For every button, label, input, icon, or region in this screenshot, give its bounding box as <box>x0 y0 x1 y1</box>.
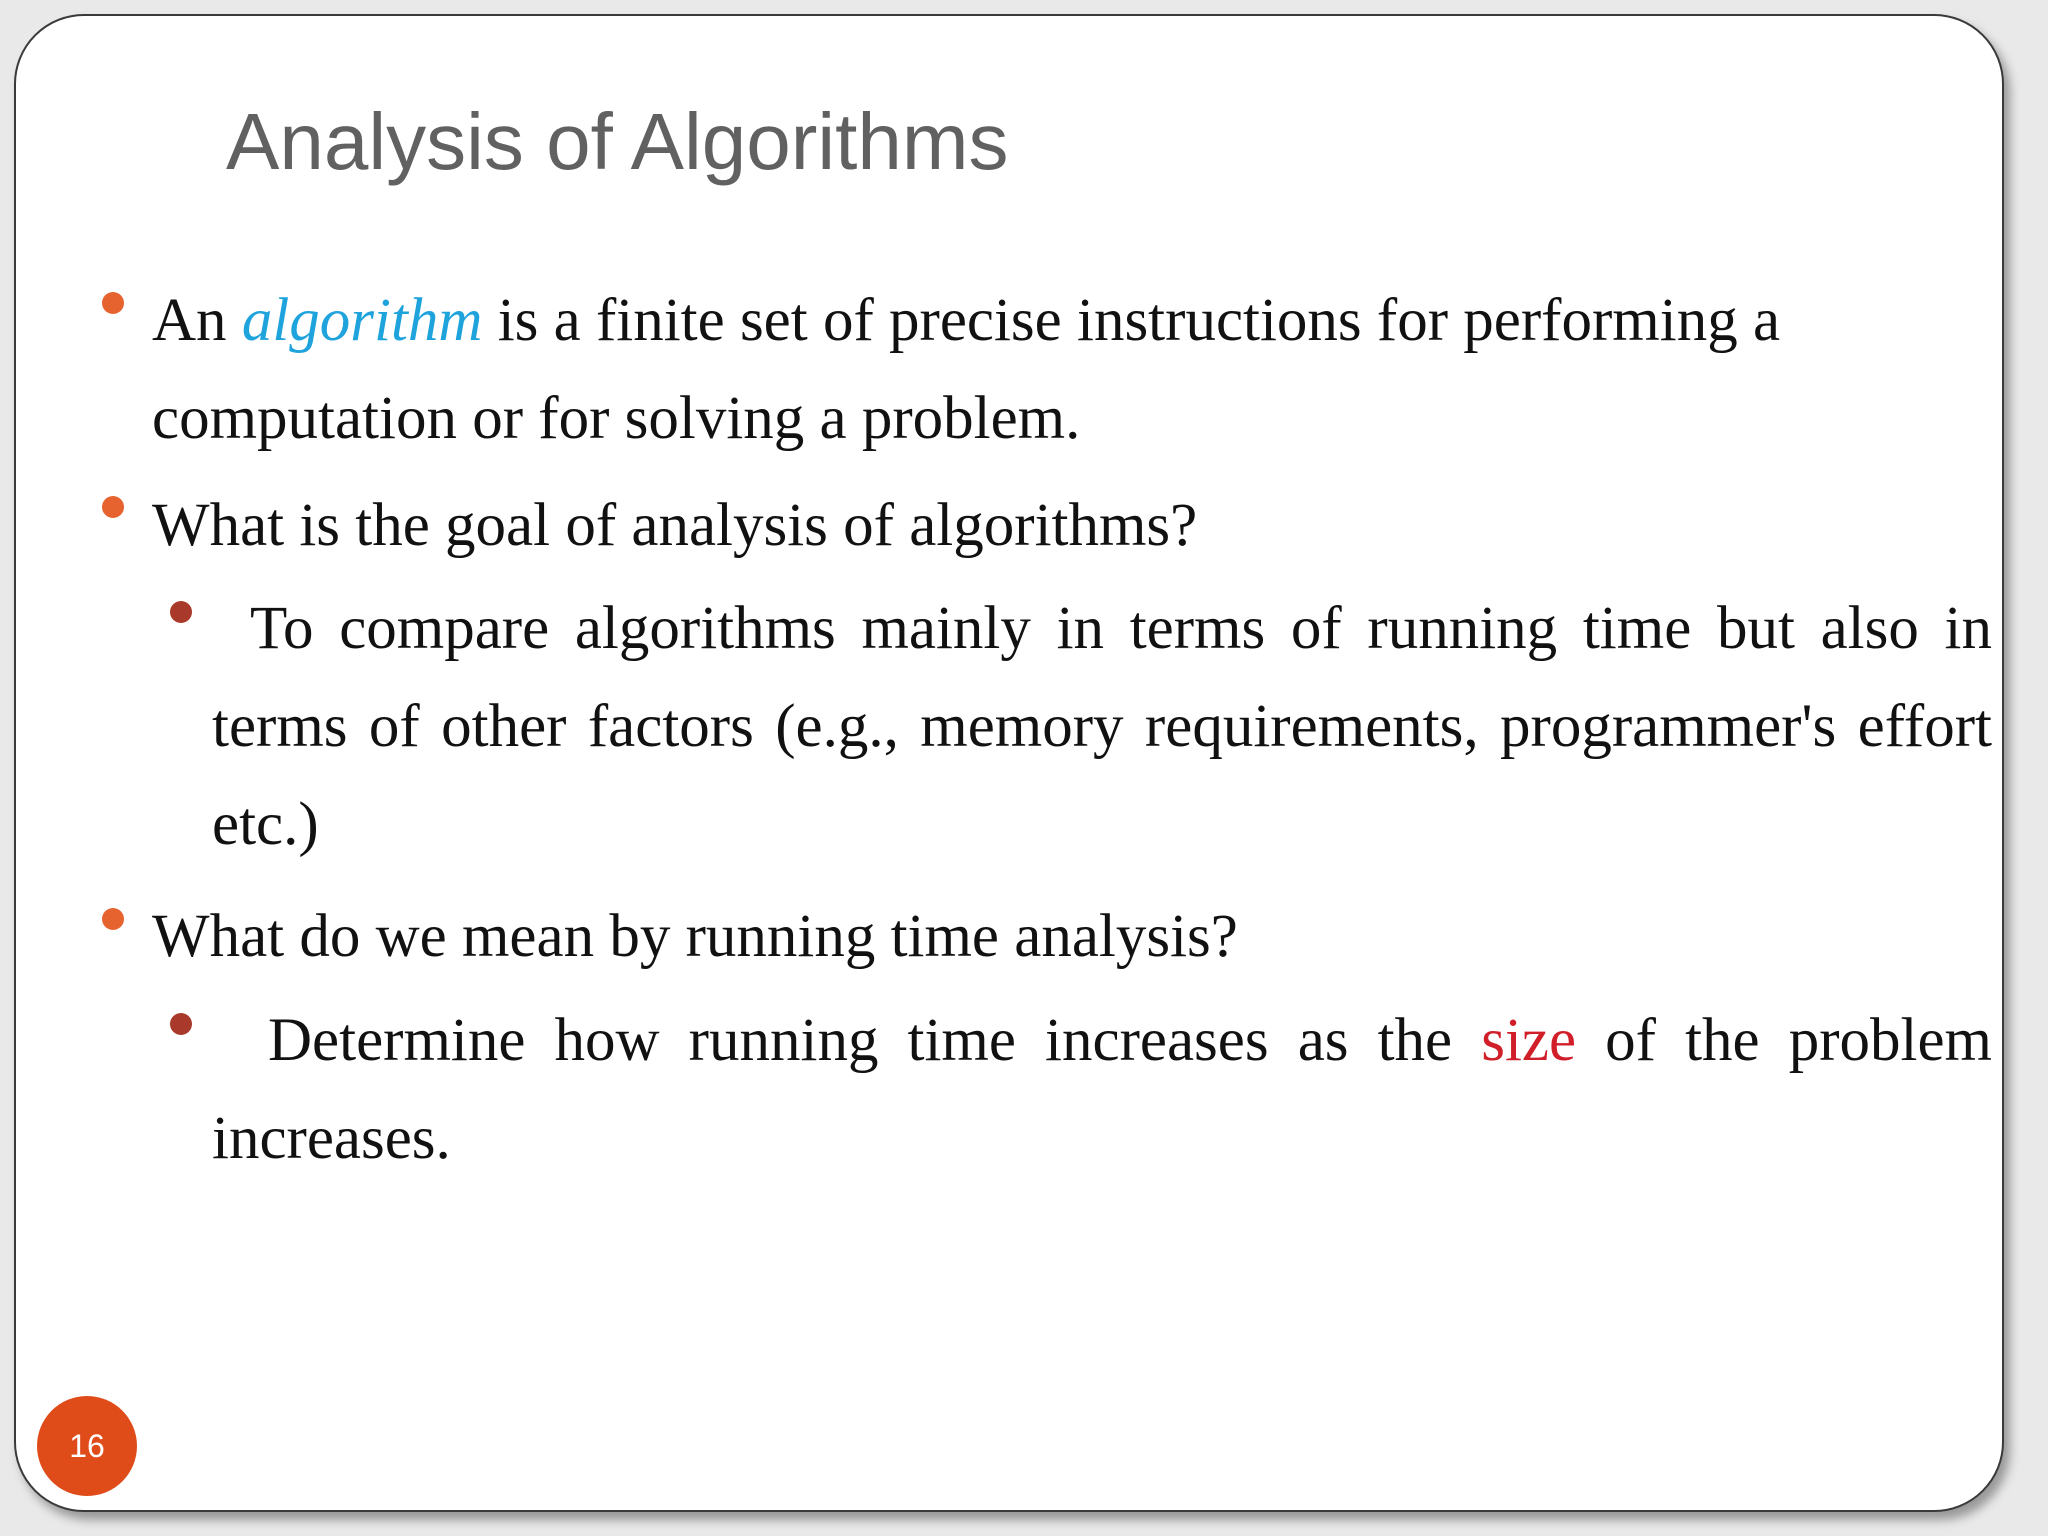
bullet-dot-icon <box>102 292 124 314</box>
text-run: Determine how running time increases as the <box>268 1007 1482 1074</box>
slide-title: Analysis of Algorithms <box>226 97 1009 186</box>
bullet-item-running-time-question: What do we mean by running time analysis? <box>152 903 1238 970</box>
bullet-dot-icon <box>102 496 124 518</box>
sub-bullet-item-compare: To compare algorithms mainly in terms of running time but also in terms of other factors (e.g., memory requirements, programmer's effort etc.) <box>212 595 1992 858</box>
text-run: An <box>152 287 242 354</box>
text-run: is a finite set of precise instructions for performing a computation or for solving a problem. <box>152 287 1781 452</box>
text-run: of the problem increases. <box>212 1007 1992 1172</box>
page-number-badge: 16 <box>37 1396 137 1496</box>
slide <box>14 14 2004 1512</box>
sub-bullet-item-determine <box>212 992 1992 1188</box>
bullet-item-algorithm-definition <box>152 272 1992 468</box>
sub-bullet-dot-icon <box>170 601 192 623</box>
bullet-dot-icon <box>102 908 124 930</box>
highlight-size: size <box>1481 1007 1577 1074</box>
highlight-algorithm: algorithm <box>241 287 483 354</box>
bullet-item-goal-question: What is the goal of analysis of algorithms? <box>152 492 1198 559</box>
sub-bullet-dot-icon <box>170 1013 192 1035</box>
